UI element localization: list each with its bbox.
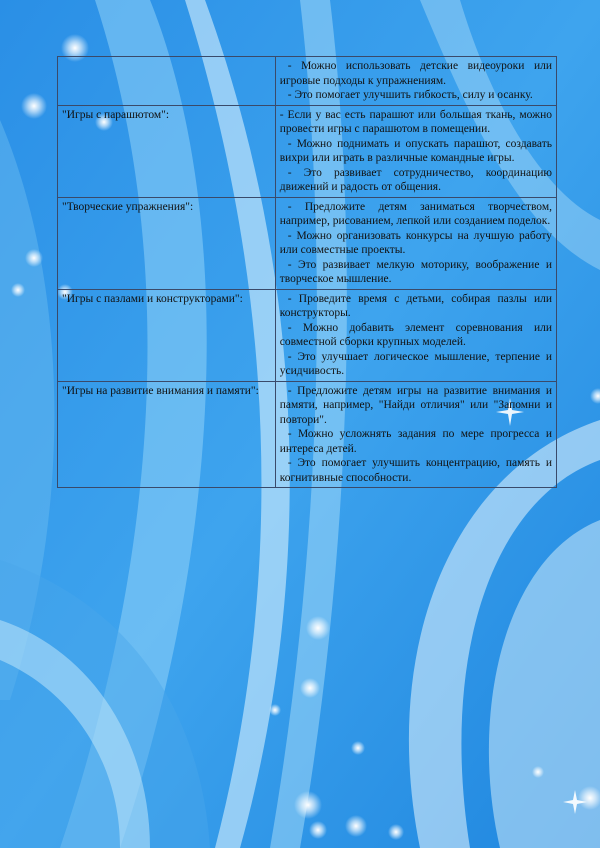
activities-table <box>57 56 557 488</box>
table-row <box>58 381 557 488</box>
table-row <box>58 105 557 197</box>
description-paragraph: - Это улучшает логическое мышление, терпение и усидчивость. <box>279 350 552 377</box>
description-paragraph: - Это помогает улучшить гибкость, силу и осанку. <box>287 89 533 101</box>
activity-title: "Игры с парашютом": <box>62 108 170 121</box>
activity-title-cell <box>58 197 276 289</box>
activity-title: "Игры с пазлами и конструкторами": <box>62 292 243 305</box>
table-row <box>58 197 557 289</box>
description-paragraph: - Предложите детям заниматься творчеством, например, рисованием, лепкой или созданием поделок. <box>279 200 552 227</box>
activity-title-cell <box>58 57 276 106</box>
activity-title-cell <box>58 289 276 381</box>
activity-description-cell <box>275 105 556 197</box>
activity-title-cell <box>58 105 276 197</box>
description-paragraph: - Можно организовать конкурсы на лучшую работу или совместные проекты. <box>279 229 552 256</box>
activity-title-cell <box>58 381 276 488</box>
description-paragraph: - Можно поднимать и опускать парашют, создавать вихри или играть в различные командные игры. <box>279 137 552 164</box>
description-paragraph: - Можно добавить элемент соревнования или совместной сборки крупных моделей. <box>279 321 552 348</box>
description-paragraph: - Это помогает улучшить концентрацию, память и когнитивные способности. <box>279 457 552 484</box>
activity-description-cell <box>275 57 556 106</box>
activity-title: "Творческие упражнения": <box>62 200 194 213</box>
description-paragraph: - Предложите детям игры на развитие внимания и памяти, например, "Найди отличия" или "Запомни и повтори". <box>279 384 552 426</box>
description-paragraph: - Это развивает мелкую моторику, воображение и творческое мышление. <box>279 258 552 285</box>
activity-description-cell <box>275 197 556 289</box>
description-paragraph: - Можно использовать детские видеоуроки или игровые подходы к упражнениям. <box>279 60 552 87</box>
description-paragraph: - Если у вас есть парашют или большая ткань, можно провести игры с парашютом в помещении. <box>279 108 552 135</box>
description-paragraph: - Можно усложнять задания по мере прогресса и интереса детей. <box>279 428 552 455</box>
activity-description-cell <box>275 289 556 381</box>
description-paragraph: - Это развивает сотрудничество, координацию движений и радость от общения. <box>279 166 552 193</box>
activity-title: "Игры на развитие внимания и памяти": <box>62 384 259 397</box>
table-row <box>58 289 557 381</box>
description-paragraph: - Проведите время с детьми, собирая пазлы или конструкторы. <box>279 292 552 319</box>
table-row <box>58 57 557 106</box>
activity-description-cell <box>275 381 556 488</box>
